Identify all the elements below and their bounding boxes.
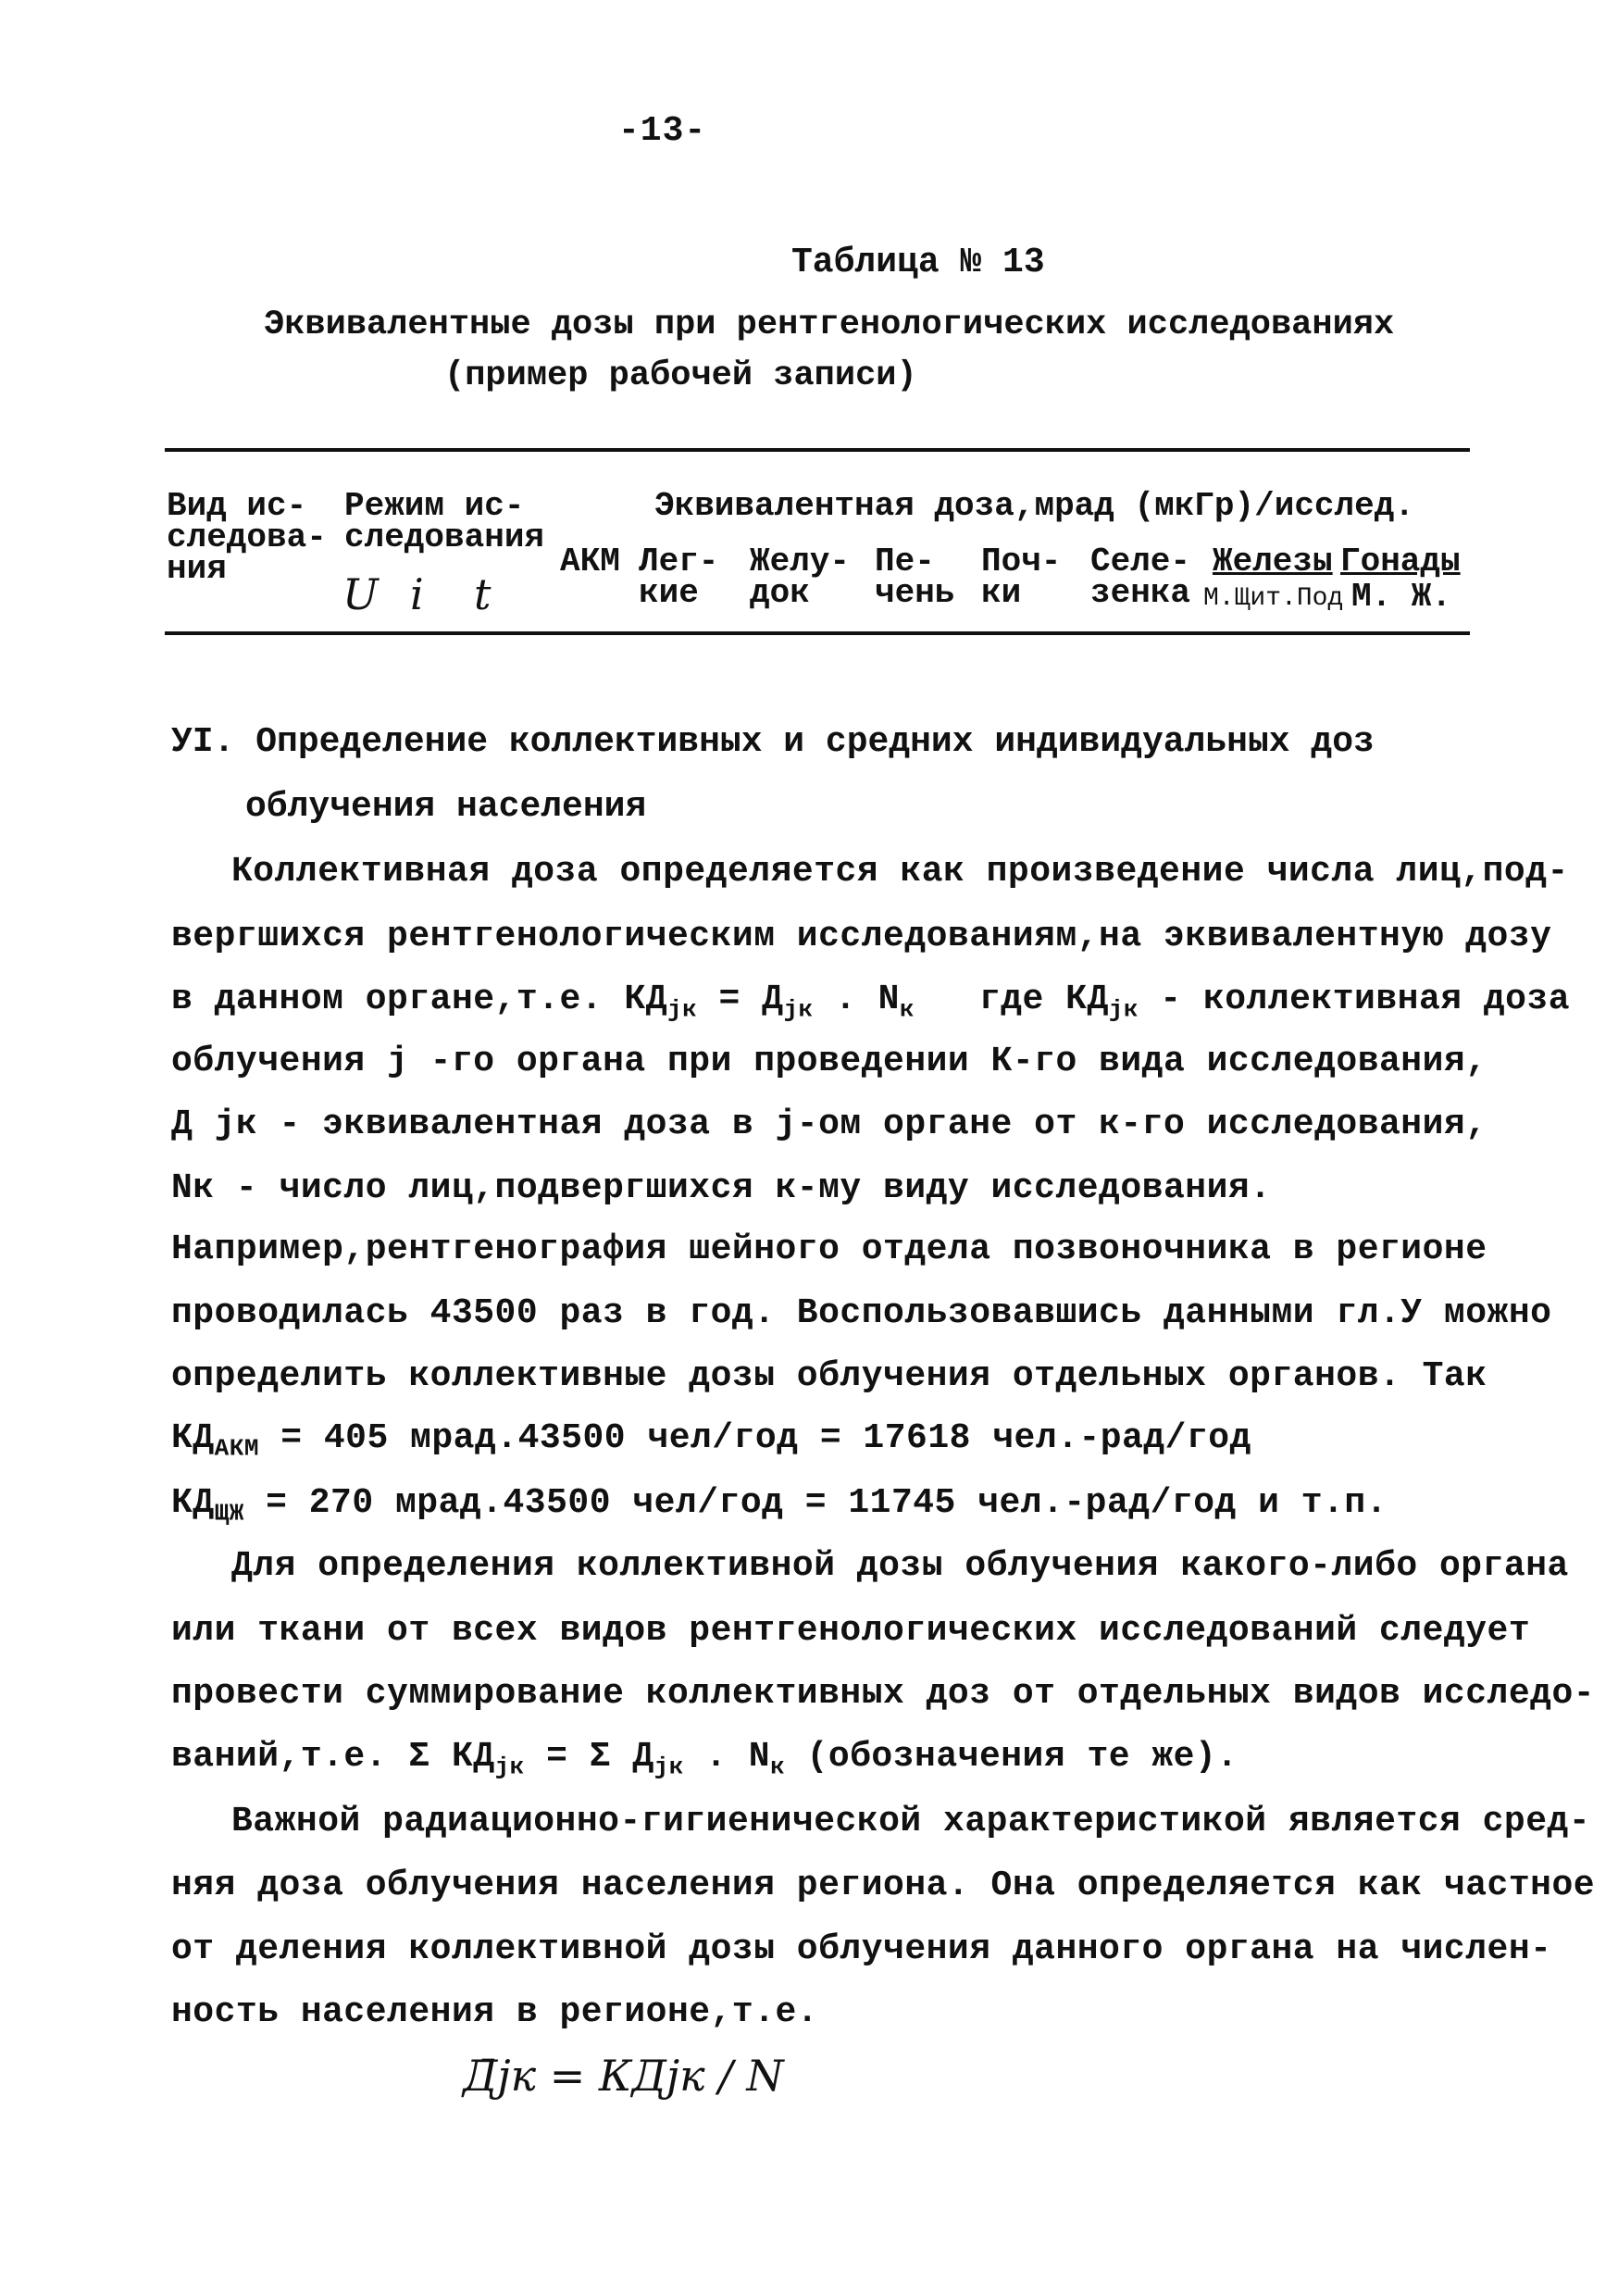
text-line: Например,рентгенография шейного отдела позвоночника в регионе — [171, 1229, 1487, 1269]
mean-dose-formula: Д̄jк = КДjк / N — [463, 2051, 784, 2101]
text-line: Д jк - эквивалентная доза в j-ом органе от к-го исследования, — [171, 1104, 1487, 1144]
text-line: няя доза облучения населения региона. Она определяется как частное — [171, 1866, 1596, 1905]
table-title: Эквивалентные дозы при рентгенологических исследованиях — [264, 306, 1395, 344]
text-line: или ткани от всех видов рентгенологических исследований следует — [171, 1611, 1531, 1651]
col-mode-header: Режим ис- следования — [344, 487, 545, 556]
section-title: УI. Определение коллективных и средних индивидуальных доз — [171, 722, 1375, 762]
param-i: i — [410, 569, 424, 619]
text-line: ность населения в регионе,т.е. — [171, 1992, 819, 2032]
text-line: вергшихся рентгенологическим исследованиям,на эквивалентную дозу — [171, 917, 1552, 956]
text-line-formula: в данном органе,т.е. $КД_{jк} = Д_{jк}$ . $N_к$ где $КД_{jк}$ - коллективная доза — [171, 980, 1571, 1024]
param-u: U — [342, 569, 379, 619]
organ-col-spleen: Селе- зенка — [1090, 543, 1191, 612]
organ-col-liver: Пе- чень — [875, 543, 955, 612]
table-top-rule — [165, 448, 1470, 452]
text-line: Коллективная доза определяется как произведение числа лиц,под- — [231, 852, 1569, 892]
text-line: от деления коллективной дозы облучения данного органа на числен- — [171, 1929, 1552, 1969]
organ-col-glands: Железы — [1213, 543, 1333, 580]
text-line: провести суммирование коллективных доз от отдельных видов исследо- — [171, 1674, 1596, 1714]
text-line: проводилась 43500 раз в год. Воспользовавшись данными гл.У можно — [171, 1293, 1552, 1333]
table-label: Таблица № 13 — [791, 243, 1045, 282]
text-line: Важной радиационно-гигиенической характеристикой является сред- — [231, 1802, 1591, 1841]
dose-title: Эквивалентная доза,мрад (мкГр)/исслед. — [654, 487, 1414, 525]
organ-col-gonads-sub: М. Ж. — [1351, 578, 1452, 616]
col-kind-header: Вид ис- следова- ния — [167, 487, 327, 588]
organ-col-lungs: Лег- кие — [639, 543, 719, 612]
text-line: облучения j -го органа при проведении К-го вида исследования, — [171, 1042, 1487, 1081]
text-line: определить коллективные дозы облучения отдельных органов. Так — [171, 1356, 1487, 1396]
calc-line-thyroid: $КД_{ЩЖ} = 270$ мрад.43500 чел/год = 11745 чел.-рад/год и т.п. — [171, 1483, 1388, 1528]
organ-col-glands-sub: М.Щит.Под — [1203, 584, 1344, 613]
page-number: -13- — [618, 111, 707, 151]
table-subtitle: (пример рабочей записи) — [444, 356, 917, 395]
text-line: Nк - число лиц,подвергшихся к-му виду исследования. — [171, 1168, 1272, 1208]
organ-col-kidneys: Поч- ки — [981, 543, 1062, 612]
organ-col-gonads: Гонады — [1340, 543, 1461, 580]
table-bottom-rule — [165, 631, 1470, 635]
calc-line-akm: $КД_{АКМ} = 405$ мрад.43500 чел/год = 17618 чел.-рад/год — [171, 1418, 1251, 1463]
section-title-cont: облучения населения — [245, 787, 647, 827]
text-line-sum-formula: ваний,т.е. Σ $КД_{jк} = \Sigma$ $Д_{jк}$ . $N_к$ (обозначения те же). — [171, 1737, 1238, 1781]
organ-col-akm: АКМ — [560, 543, 620, 580]
organ-col-stomach: Желу- док — [750, 543, 851, 612]
text-line: Для определения коллективной дозы облучения какого-либо органа — [231, 1546, 1569, 1586]
param-t: t — [474, 569, 492, 619]
